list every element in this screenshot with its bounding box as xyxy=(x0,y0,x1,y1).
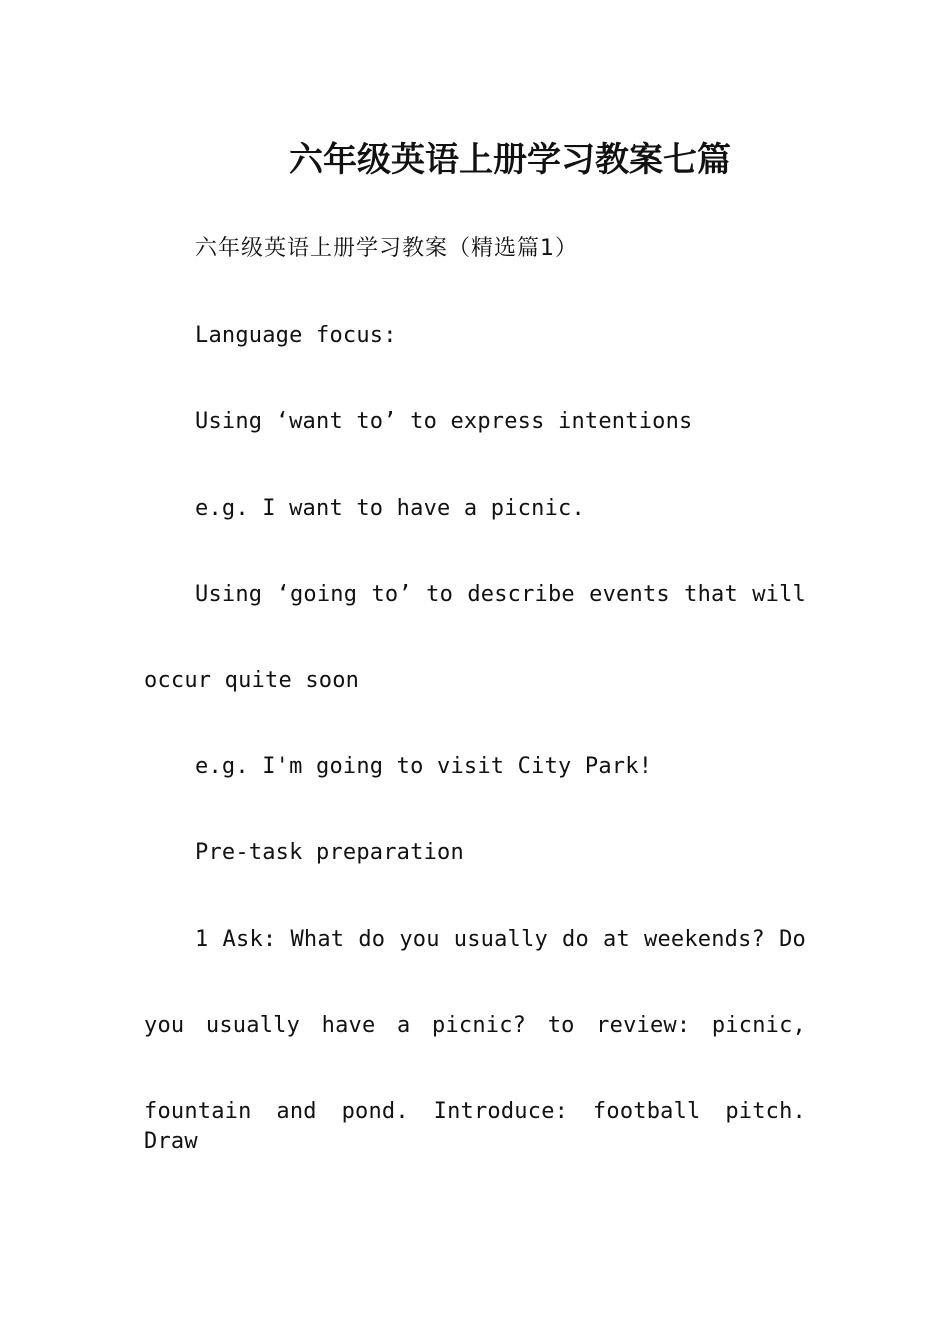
paragraph-line: fountain and pond. Introduce: football pitch. Draw xyxy=(144,1099,806,1154)
paragraph-line: Using ‘going to’ to describe events that will xyxy=(195,582,806,607)
paragraph-line: 1 Ask: What do you usually do at weekends? Do xyxy=(195,927,806,952)
paragraph-line: occur quite soon xyxy=(144,668,360,693)
paragraph-line: Using ‘want to’ to express intentions xyxy=(195,409,693,434)
paragraph-line: e.g. I'm going to visit City Park! xyxy=(195,754,653,779)
paragraph-line: Language focus: xyxy=(195,323,397,348)
paragraph-line: Pre-task preparation xyxy=(195,840,464,865)
paragraph-line: e.g. I want to have a picnic. xyxy=(195,496,585,521)
document-title: 六年级英语上册学习教案七篇 xyxy=(289,140,731,180)
paragraph-line: you usually have a picnic? to review: picnic, xyxy=(144,1013,806,1038)
section-heading: 六年级英语上册学习教案（精选篇1） xyxy=(195,236,578,261)
